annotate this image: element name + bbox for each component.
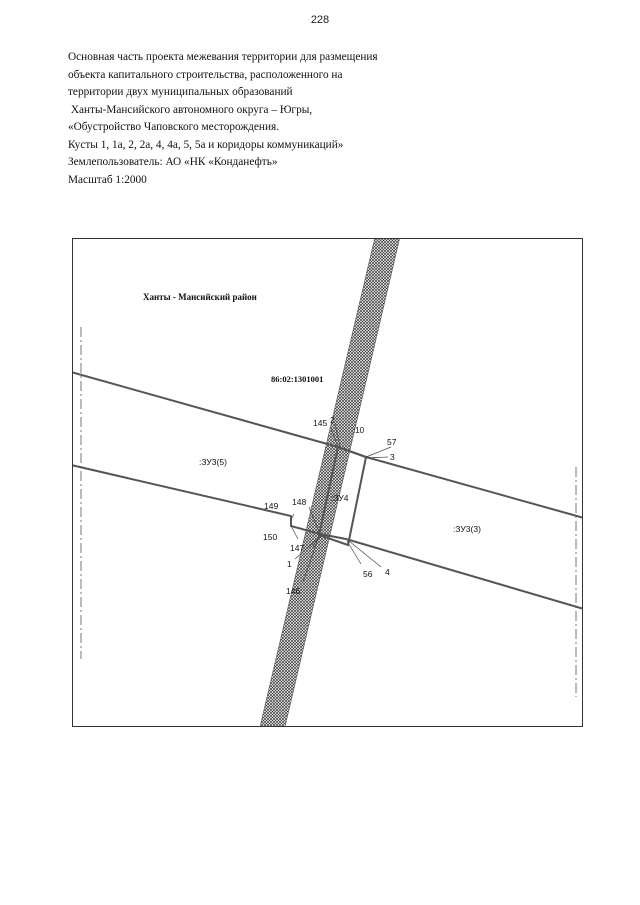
point-label-150: 150 bbox=[263, 532, 278, 542]
parcel-label-10: :10 bbox=[353, 426, 365, 435]
page-number: 228 bbox=[310, 14, 330, 26]
map-frame bbox=[72, 238, 583, 727]
district-label: Ханты - Мансийский район bbox=[143, 292, 257, 302]
point-label-57: 57 bbox=[387, 437, 397, 447]
scale-line: Масштаб 1:2000 bbox=[68, 173, 147, 186]
header-line: Кусты 1, 1а, 2, 2а, 4, 4а, 5, 5а и коридоры коммуникаций» bbox=[68, 138, 344, 151]
header-line: «Обустройство Чаповского месторождения. bbox=[68, 121, 280, 133]
point-label-149: 149 bbox=[264, 501, 279, 511]
header-line: Ханты-Мансийского автономного округа – Югры, bbox=[68, 103, 313, 116]
point-label-146: 146 bbox=[286, 586, 301, 596]
point-label-4: 4 bbox=[385, 567, 390, 577]
header-line: объекта капитального строительства, расположенного на bbox=[68, 68, 343, 81]
parcel-label-zu3-5: :ЗУ3(5) bbox=[199, 457, 227, 467]
map-canvas bbox=[73, 239, 583, 727]
point-label-3: 3 bbox=[390, 452, 395, 462]
header-line: Землепользователь: АО «НК «Конданефть» bbox=[68, 156, 278, 168]
document-header bbox=[68, 49, 488, 189]
parcel-label-zu3-3: :ЗУ3(3) bbox=[453, 524, 481, 534]
header-line: Основная часть проекта межевания территории для размещения bbox=[68, 51, 378, 63]
point-label-2: 2 bbox=[330, 415, 335, 425]
point-label-145: 145 bbox=[313, 418, 328, 428]
point-label-1: 1 bbox=[287, 559, 292, 569]
cadastral-quarter-label: 86:02:1301001 bbox=[271, 374, 324, 384]
point-label-56: 56 bbox=[363, 569, 373, 579]
parcel-label-zu4: :ЗУ4 bbox=[331, 493, 349, 503]
header-line: территории двух муниципальных образований bbox=[68, 86, 293, 98]
point-label-148: 148 bbox=[292, 497, 307, 507]
point-label-147: 147 bbox=[290, 543, 305, 553]
